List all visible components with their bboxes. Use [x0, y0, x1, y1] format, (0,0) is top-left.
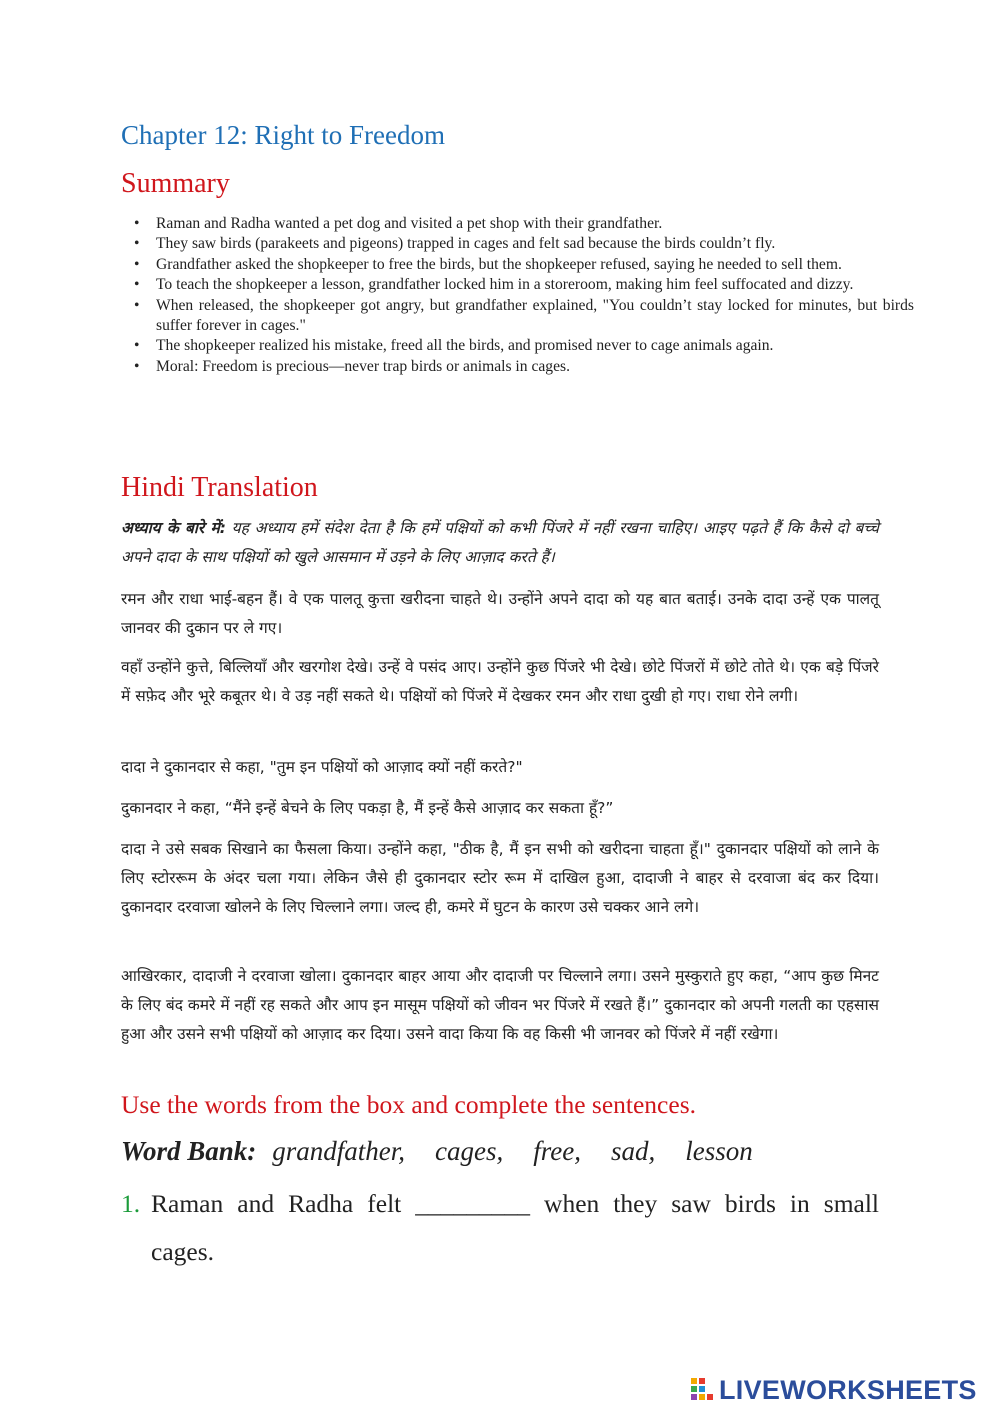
hindi-translation-heading: Hindi Translation: [121, 472, 318, 503]
summary-item: • They saw birds (parakeets and pigeons) trapped in cages and felt sad because the birds couldn’t fly.: [156, 234, 914, 254]
hindi-paragraph: दुकानदार ने कहा, “मैंने इन्हें बेचने के लिए पकड़ा है, मैं इन्हें कैसे आज़ाद कर सकता हूँ?”: [121, 799, 614, 817]
word-bank-word: free,: [533, 1136, 582, 1166]
word-bank-word: sad,: [611, 1136, 656, 1166]
hindi-paragraph: रमन और राधा भाई-बहन हैं। वे एक पालतू कुत्ता खरीदना चाहते थे। उन्होंने अपने दादा को यह बात बताई। उनके दादा उन्हें एक पालतू जानवर की दुकान पर ले गए।: [121, 590, 879, 637]
hindi-paragraph: दादा ने दुकानदार से कहा, "तुम इन पक्षियों को आज़ाद क्यों नहीं करते?": [121, 758, 523, 776]
summary-item: • To teach the shopkeeper a lesson, grandfather locked him in a storeroom, making him feel suffocated and dizzy.: [156, 275, 914, 295]
chapter-intro: [121, 514, 879, 572]
liveworksheets-logo-icon: [690, 1377, 714, 1403]
hindi-paragraph: वहाँ उन्होंने कुत्ते, बिल्लियाँ और खरगोश देखे। उन्हें वे पसंद आए। उन्होंने कुछ पिंजरे भी देखे। छोटे पिंजरों में छोटे तोते थे। एक बड़े पिंजरे में सफ़ेद और भूरे कबूतर थे। वे उड़ नहीं सकते थे। पक्षियों को पिंजरे में देखकर रमन और राधा दुखी हो गए। राधा रोने लगी।: [121, 658, 879, 705]
chapter-title: Chapter 12: Right to Freedom: [121, 120, 445, 150]
exercise-instruction: Use the words from the box and complete the sentences.: [121, 1090, 696, 1119]
word-bank-word: cages,: [435, 1136, 504, 1166]
answer-blank[interactable]: _________: [415, 1189, 531, 1218]
question-text-after: when they saw birds in small cages.: [151, 1189, 880, 1266]
word-bank-word: grandfather,: [272, 1136, 406, 1166]
summary-item: • The shopkeeper realized his mistake, freed all the birds, and promised never to cage animals again.: [156, 336, 914, 356]
summary-item: • Raman and Radha wanted a pet dog and visited a pet shop with their grandfather.: [156, 214, 914, 234]
summary-list: [121, 214, 914, 377]
question-1: [121, 1180, 879, 1276]
summary-item: • Grandfather asked the shopkeeper to free the birds, but the shopkeeper refused, saying he needed to sell them.: [156, 255, 914, 275]
summary-heading: Summary: [121, 168, 230, 199]
question-text-before: Raman and Radha felt: [151, 1189, 416, 1218]
word-bank: [121, 1136, 821, 1167]
liveworksheets-logo[interactable]: [690, 1373, 977, 1407]
intro-text: यह अध्याय हमें संदेश देता है कि हमें पक्षियों को कभी पिंजरे में नहीं रखना चाहिए। आइए पढ़ते हैं कि कैसे दो बच्चे अपने दादा के साथ पक्षियों को खुले आसमान में उड़ने के लिए आज़ाद करते हैं।: [121, 519, 879, 566]
hindi-paragraph: दादा ने उसे सबक सिखाने का फैसला किया। उन्होंने कहा, "ठीक है, मैं इन सभी को खरीदना चाहता हूँ।" दुकानदार पक्षियों को लाने के लिए स्टोररूम के अंदर चला गया। लेकिन जैसे ही दुकानदार स्टोर रूम में दाखिल हुआ, दादाजी ने बाहर से दरवाजा बंद कर दिया। दुकानदार दरवाजा खोलने के लिए चिल्लाने लगा। जल्द ही, कमरे में घुटन के कारण उसे चक्कर आने लगे।: [121, 840, 879, 916]
intro-label: अध्याय के बारे में:: [121, 519, 226, 537]
question-number: 1.: [121, 1189, 141, 1218]
liveworksheets-logo-text: LIVEWORKSHEETS: [719, 1374, 977, 1405]
word-bank-word: lesson: [685, 1136, 753, 1166]
word-bank-label: Word Bank:: [121, 1136, 257, 1166]
question-text: [151, 1180, 879, 1276]
summary-item: • When released, the shopkeeper got angry, but grandfather explained, "You couldn’t stay locked for minutes, but birds suffer forever in cages.": [156, 296, 914, 337]
summary-item: • Moral: Freedom is precious—never trap birds or animals in cages.: [156, 357, 914, 377]
hindi-paragraph: आखिरकार, दादाजी ने दरवाजा खोला। दुकानदार बाहर आया और दादाजी पर चिल्लाने लगा। उसने मुस्कुराते हुए कहा, “आप कुछ मिनट के लिए बंद कमरे में नहीं रह सकते और आप इन मासूम पक्षियों को जीवन भर पिंजरे में रखते हैं।” दुकानदार को अपनी गलती का एहसास हुआ और उसने सभी पक्षियों को आज़ाद कर दिया। उसने वादा किया कि वह किसी भी जानवर को पिंजरे में नहीं रखेगा।: [121, 967, 879, 1043]
